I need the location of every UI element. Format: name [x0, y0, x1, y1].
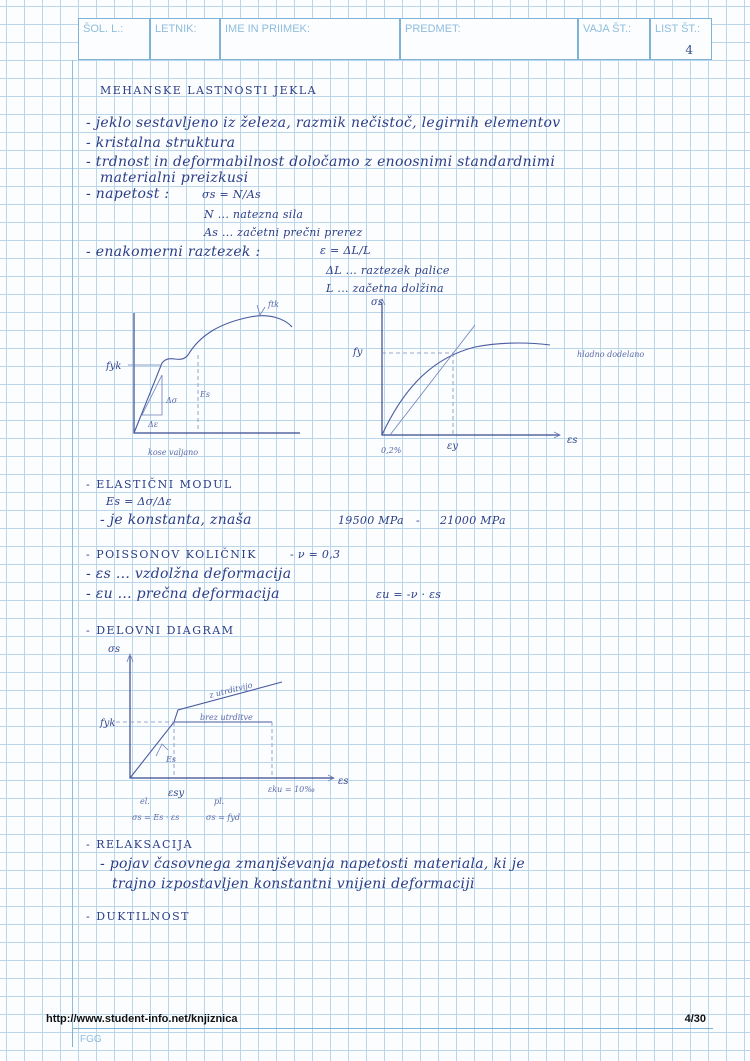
header-predmet-box: [400, 18, 578, 60]
header-letnik-box: [150, 18, 220, 60]
relax-line-2: trajno izpostavljen konstantni vnijeni deformaciji: [112, 876, 475, 892]
fig2-sigma-label: σs: [371, 297, 383, 308]
note-bullet-strength-cont: materialni preizkusi: [100, 170, 249, 186]
fig1-es-label: Es: [200, 390, 210, 399]
fig3-sigma-label: σs: [108, 644, 120, 655]
note-strain-dl: ΔL ... raztezek palice: [326, 264, 450, 277]
fig1-caption: kose valjano: [148, 448, 199, 457]
header-letnik-label: LETNIK:: [155, 23, 197, 35]
elastic-note: - je konstanta, znaša: [100, 512, 252, 528]
fig3-fyk-label: fyk: [100, 718, 116, 729]
header-sol-label: ŠOL. L.:: [83, 23, 124, 35]
fig3-elastic-label: el.: [140, 797, 150, 806]
note-stress-formula: σs = N/As: [202, 188, 261, 201]
note-bullet-composition: - jeklo sestavljeno iz železa, razmik nečistoč, legirnih elementov: [86, 115, 561, 131]
note-bullet-crystal: - kristalna struktura: [86, 135, 236, 151]
footer-page-number: 4/30: [684, 1013, 706, 1025]
fig3-plastic-label: pl.: [214, 797, 225, 806]
footer-fgg-label: FGG: [80, 1034, 102, 1045]
poisson-title: - POISSONOV KOLIČNIK: [86, 548, 257, 561]
header-list-box: [650, 18, 712, 60]
fig3-no-hardening-label: brez utrditve: [200, 713, 253, 722]
ductility-title: - DUKTILNOST: [86, 910, 191, 923]
note-strain-l: L ... začetna dolžina: [326, 282, 444, 295]
elastic-title: - ELASTIČNI MODUL: [86, 478, 233, 491]
note-stress-n: N ... natezna sila: [204, 208, 304, 221]
fig3-eu-label: εku = 10‰: [268, 785, 315, 794]
note-bullet-strength: - trdnost in deformabilnost določamo z enoosnimi standardnimi: [86, 154, 556, 170]
margin-line: [72, 60, 73, 1028]
header-vaja-label: VAJA ŠT.:: [583, 23, 632, 35]
fig2-fy-label: fy: [353, 347, 363, 358]
fig3-ey-label: εsy: [168, 788, 185, 799]
fig3-elastic-formula: σs = Es · εs: [132, 813, 180, 822]
fig2-caption: hladno dodelano: [577, 350, 645, 359]
fig3-eps-label: εs: [338, 776, 349, 787]
header-list-value: 4: [685, 43, 693, 57]
fig3-es-label: Es: [166, 755, 176, 764]
working-diagram: [96, 640, 356, 830]
cold-worked-diagram: [335, 295, 715, 465]
fig1-deps-label: Δε: [148, 420, 159, 429]
fig3-hardening-label: z utrditvijo: [208, 680, 254, 700]
elastic-dash: -: [416, 514, 421, 527]
relax-title: - RELAKSACIJA: [86, 838, 194, 851]
poisson-eu: - εu ... prečna deformacija: [86, 586, 280, 602]
note-strain-label: - enakomerni raztezek :: [86, 244, 261, 260]
header-predmet-label: PREDMET:: [405, 23, 461, 35]
relax-line-1: - pojav časovnega zmanjševanja napetosti materiala, ki je: [100, 856, 525, 872]
poisson-es: - εs ... vzdolžna deformacija: [86, 566, 292, 582]
elastic-value-1: 19500 MPa: [338, 514, 404, 527]
footer-url: http://www.student-info.net/knjiznica: [46, 1013, 238, 1025]
elastic-value-2: 21000 MPa: [440, 514, 506, 527]
fig1-ftk-label: ftk: [268, 300, 280, 309]
delovni-title: - DELOVNI DIAGRAM: [86, 624, 235, 637]
fig2-eps-label: εs: [567, 435, 578, 446]
header-list-label: LIST ŠT.:: [655, 23, 701, 35]
note-stress-label: - napetost :: [86, 186, 170, 202]
notes-title: MEHANSKE LASTNOSTI JEKLA: [100, 84, 318, 97]
fig1-dsigma-label: Δσ: [166, 396, 178, 405]
header-ime-label: IME IN PRIIMEK:: [225, 23, 310, 35]
fig1-fyk-label: fyk: [106, 361, 122, 372]
header-vaja-box: [578, 18, 650, 60]
footer-band: [72, 1028, 713, 1047]
poisson-formula: εu = -ν · εs: [376, 588, 442, 601]
fig3-plastic-formula: σs = fyd: [206, 813, 240, 822]
header-ime-box: [220, 18, 400, 60]
note-strain-formula: ε = ΔL/L: [320, 244, 371, 257]
hot-rolled-diagram: [100, 295, 320, 460]
fig2-ey-label: εy: [447, 441, 459, 452]
note-stress-a: As ... začetni prečni prerez: [204, 226, 363, 239]
poisson-value: - ν = 0,3: [290, 548, 341, 561]
header-sol-box: [78, 18, 150, 60]
fig2-offset-label: 0,2%: [381, 446, 402, 455]
elastic-formula: Es = Δσ/Δε: [106, 495, 172, 508]
